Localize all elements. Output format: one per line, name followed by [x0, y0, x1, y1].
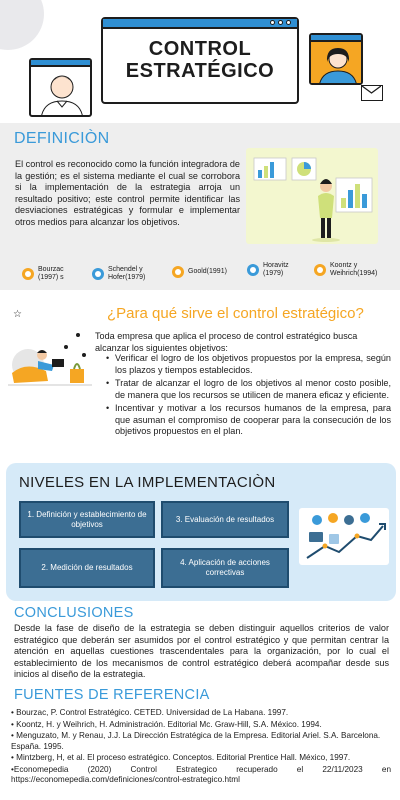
timeline-item — [92, 266, 156, 282]
page-title-line1: CONTROL — [148, 38, 252, 60]
title-window — [101, 17, 299, 104]
nivel-box: 4. Aplicación de acciones correctivas — [161, 548, 289, 588]
definicion-title: DEFINICIÒN — [14, 130, 110, 147]
para-que-intro: Toda empresa que aplica el proceso de control estratégico busca alcanzar los siguientes objetivos: — [95, 331, 358, 353]
timeline-item — [22, 266, 78, 282]
reference-item: • Bourzac, P. Control Estratégico. CETED. Universidad de La Habana. 1997. — [11, 708, 289, 717]
timeline-label: Koontz y Weihrich(1994) — [330, 262, 378, 277]
worker-illustration — [8, 325, 92, 391]
reference-item: • Menguzato, M. y Renau, J.J. La Dirección Estratégica de la Empresa. Editorial Ariel. S.A. Barcelona. España. 1995. — [11, 731, 381, 751]
reference-item: •Economepedia (2020) Control Estrategico recuperado el 22/11/2023 en https://economepedia.com/definiciones/control-estrategico.html — [11, 764, 391, 784]
conclusiones-text: Desde la fase de diseño de la estrategia se deben distinguir aquellos criterios de valor estratégico que deberán ser asumidos por el control estratégico y que permitan centrar la atención en aquellas cuestiones trascendentales para la organización, por lo cual el establecimiento de los mecanismos de control estratégico deberá acompañar desde sus inicios al diseño de la estrategia. — [14, 623, 389, 679]
timeline-item — [314, 262, 394, 278]
nivel-box: 1. Definición y establecimiento de objetivos — [19, 501, 155, 538]
page-title — [103, 38, 297, 82]
niveles-title: NIVELES EN LA IMPLEMENTACIÒN — [19, 474, 276, 491]
timeline-dot — [22, 268, 34, 280]
person-window-icon — [309, 33, 363, 85]
timeline-label: Schendel y Hofer(1979) — [108, 266, 146, 281]
list-item: • Tratar de alcanzar el logro de los objetivos al menor costo posible, de manera que los recursos se utilicen de manera eficaz y eficiente. — [115, 378, 391, 401]
timeline-dot — [247, 264, 259, 276]
conclusiones-title: CONCLUSIONES — [14, 605, 134, 621]
para-que-section — [0, 300, 400, 458]
fuentes-title: FUENTES DE REFERENCIA — [14, 687, 210, 703]
nivel-box: 2. Medición de resultados — [19, 548, 155, 588]
growth-chart-illustration — [299, 508, 389, 565]
timeline-dot — [172, 266, 184, 278]
header — [0, 0, 400, 122]
timeline-label: Goold(1991) — [188, 268, 227, 275]
list-item: • Incentivar y motivar a los recursos humanos de la empresa, para que asuman el compromiso de cooperar para la consecución de los objetivos propuestos en el plan. — [115, 403, 391, 438]
timeline-dot — [92, 268, 104, 280]
reference-item: • Koontz, H. y Weihrich, H. Administración. Editorial Mc. Graw-Hill, S.A. México. 1994. — [11, 719, 322, 729]
timeline-dot — [314, 264, 326, 276]
timeline-label: Horavitz (1979) — [263, 262, 289, 277]
decorative-circle — [0, 0, 44, 50]
analytics-illustration — [246, 148, 378, 244]
timeline-item — [247, 262, 303, 278]
objetivos-list — [115, 353, 391, 440]
definicion-text: El control es reconocido como la función integradora de la gestión; es el sistema mediante el cual se corrobora si la implementación de la estrategia arroja un resultado positivo; este control permite identificar las desviaciones estratégicas y formular e implementar otros medios para alcanzar los objetivos. — [15, 159, 240, 227]
list-item: • Verificar el logro de los objetivos propuestos por la empresa, según los plazos y tiempos establecidos. — [115, 353, 391, 376]
reference-item: • Mintzberg, H, et al. El proceso estratégico. Conceptos. Editorial Prentice Hall. México, 1997. — [11, 753, 351, 762]
page-title-line2: ESTRATÉGICO — [125, 60, 275, 82]
person-window-icon — [29, 58, 92, 117]
authors-timeline — [0, 260, 400, 288]
timeline-label: Bourzac (1997) s — [38, 266, 64, 281]
timeline-item — [172, 266, 248, 278]
fuentes-list — [11, 708, 391, 787]
niveles-section — [6, 463, 396, 601]
star-icon: ☆ — [13, 309, 22, 320]
nivel-box: 3. Evaluación de resultados — [161, 501, 289, 538]
para-que-title: ¿Para qué sirve el control estratégico? — [107, 305, 364, 322]
mail-icon — [361, 85, 383, 101]
